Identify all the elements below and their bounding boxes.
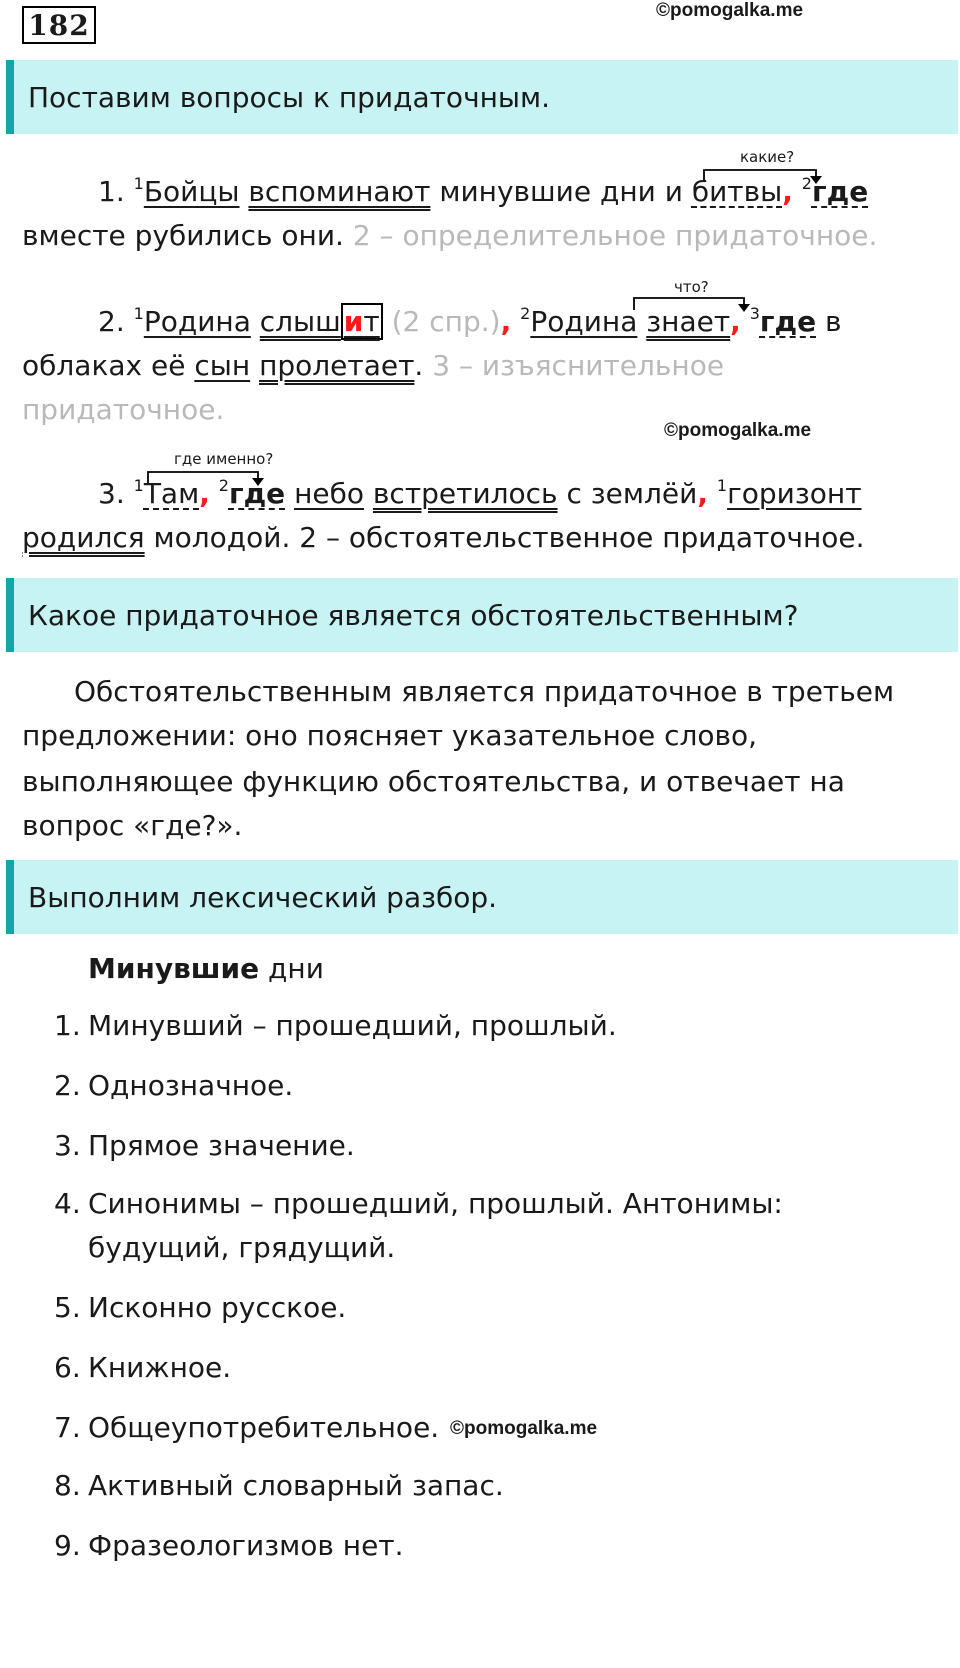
sentence-1-line-1: 1. $^1$Бойцы вспоминают минувшие дни и битвы, $^2$где [98, 174, 869, 208]
subject-word: Бойцы [143, 175, 240, 208]
exercise-number: 182 [22, 6, 96, 44]
watermark-middle: ©pomogalka.me [664, 420, 812, 441]
question-label-3: где именно? [174, 450, 274, 468]
list-item: 2. Однозначное. [54, 1069, 294, 1102]
list-item: 6. Книжное. [54, 1351, 232, 1384]
answer-line-4: вопрос «где?». [22, 809, 243, 842]
sentence-2-line-3: придаточное. [22, 393, 225, 426]
sentence-3-line-2: родился молодой. 2 – обстоятельственное придаточное. [22, 521, 865, 554]
conjunctive-word: где [811, 175, 869, 208]
sentence-2-line-2: облаках её сын пролетает. 3 – изъяснительное [22, 349, 725, 382]
section-heading-lexical: Выполним лексический разбор. [6, 860, 958, 934]
list-item: 8. Активный словарный запас. [54, 1469, 504, 1502]
list-item: 3. Прямое значение. [54, 1129, 355, 1162]
list-item: 9. Фразеологизмов нет. [54, 1529, 404, 1562]
lexical-phrase: Минувшие дни [88, 952, 324, 985]
list-item: 7. Общеупотребительное. [54, 1411, 440, 1444]
question-label-2: что? [674, 278, 709, 296]
section-heading-circumstantial: Какое придаточное является обстоятельственным? [6, 578, 958, 652]
answer-line-3: выполняющее функцию обстоятельства, и отвечает на [22, 765, 845, 798]
section-heading-questions: Поставим вопросы к придаточным. [6, 60, 958, 134]
sentence-1-line-2: вместе рубились они. 2 – определительное придаточное. [22, 219, 878, 252]
list-item: 5. Исконно русское. [54, 1291, 347, 1324]
list-item: 1. Минувший – прошедший, прошлый. [54, 1009, 617, 1042]
predicate-word: вспоминают [248, 175, 431, 208]
watermark-bottom: ©pomogalka.me [450, 1418, 598, 1439]
answer-line-2: предложении: оно поясняет указательное слово, [22, 719, 758, 752]
list-item: 4. Синонимы – прошедший, прошлый. Антонимы: будущий, грядущий. [54, 1187, 783, 1264]
attribute-word: битвы [691, 175, 783, 208]
sentence-3-line-1: 3. $^1$Там, $^2$где небо встретилось с землёй, $^1$горизонт [98, 476, 862, 510]
answer-line-1: Обстоятельственным является придаточное в третьем [74, 675, 895, 708]
sentence-2-line-1: 2. $^1$Родина слыш ит (2 спр.), $^2$Родина знает, $^3$где в [98, 304, 842, 338]
question-label-1: какие? [740, 148, 795, 166]
watermark-top: ©pomogalka.me [656, 0, 804, 21]
